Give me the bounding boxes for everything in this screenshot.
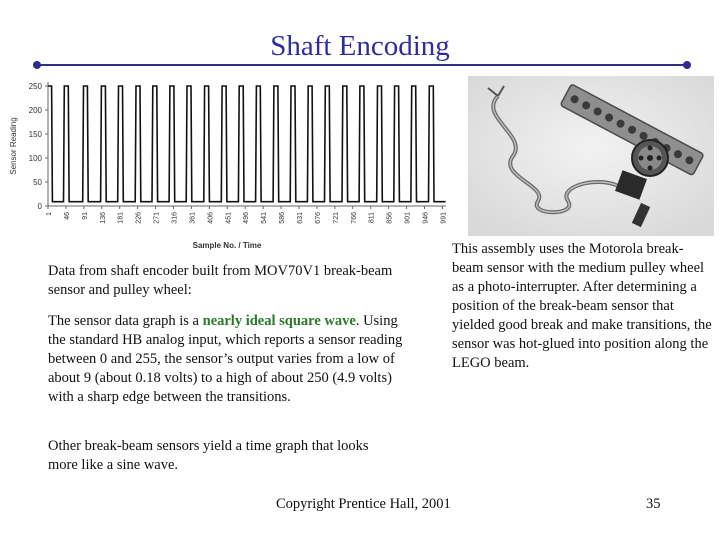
x-tick-label: 451 xyxy=(225,212,233,224)
copyright-notice: Copyright Prentice Hall, 2001 xyxy=(276,496,451,512)
page-number: 35 xyxy=(646,496,661,512)
x-tick-label: 811 xyxy=(368,212,376,224)
chart-caption: Data from shaft encoder built from MOV70V1 break-beam sensor and pulley wheel: xyxy=(48,263,393,298)
x-tick-label: 541 xyxy=(261,212,269,224)
x-tick-label: 901 xyxy=(404,212,412,224)
x-tick-label: 586 xyxy=(279,212,287,224)
x-tick-label: 631 xyxy=(296,212,304,224)
x-tick-label: 46 xyxy=(63,212,71,220)
x-tick-label: 271 xyxy=(153,212,161,224)
x-tick-label: 496 xyxy=(243,212,251,224)
series-line xyxy=(48,86,446,202)
assembly-description: This assembly uses the Motorola break-beam sensor with the medium pulley wheel as a photo-interrupter. After determining a position of the break-beam sensor that yielded good break and make transitions, the sensor was hot-glued into position along the LEGO beam. xyxy=(452,241,712,371)
sensor-paragraph-pre: The sensor data graph is a xyxy=(48,313,203,329)
x-tick-label: 676 xyxy=(314,212,322,224)
x-tick-label: 226 xyxy=(135,212,143,224)
x-tick-label: 361 xyxy=(189,212,197,224)
sensor-assembly-photo xyxy=(468,76,714,236)
sensor-paragraph xyxy=(48,312,410,407)
x-tick-label: 946 xyxy=(422,212,430,224)
slide-title: Shaft Encoding xyxy=(270,30,450,62)
other-sensors-paragraph: Other break-beam sensors yield a time graph that looks more like a sine wave. xyxy=(48,438,369,473)
y-tick-label: 100 xyxy=(28,154,42,163)
rule-right-dot xyxy=(683,61,691,69)
sensor-chart xyxy=(4,76,454,256)
x-axis-label: Sample No. / Time xyxy=(192,241,262,250)
y-tick-label: 50 xyxy=(33,178,42,187)
x-tick-label: 721 xyxy=(332,212,340,224)
x-tick-label: 406 xyxy=(207,212,215,224)
sensor-paragraph-post: . Using the standard HB analog input, which reports a sensor reading between 0 and 255, the sensor’s output varies from a low of about 9 (about 0.18 volts) to a high of about 250 (4.9 volts) with a sharp edge between the transitions. xyxy=(48,313,403,405)
x-tick-label: 136 xyxy=(99,212,107,224)
x-tick-label: 181 xyxy=(117,212,125,224)
y-tick-label: 150 xyxy=(28,130,42,139)
x-tick-label: 856 xyxy=(386,212,394,224)
x-tick-label: 1 xyxy=(46,212,53,216)
x-tick-label: 91 xyxy=(81,212,89,220)
x-tick-label: 991 xyxy=(440,212,448,224)
x-tick-label: 766 xyxy=(350,212,358,224)
y-tick-label: 250 xyxy=(28,82,42,91)
title-rule xyxy=(36,64,688,66)
y-tick-label: 0 xyxy=(37,202,42,211)
y-axis-label: Sensor Reading xyxy=(9,117,18,175)
pulley-wheel xyxy=(632,140,668,176)
y-tick-label: 200 xyxy=(28,106,42,115)
square-wave-highlight: nearly ideal square wave xyxy=(202,313,356,329)
x-tick-label: 316 xyxy=(171,212,179,224)
